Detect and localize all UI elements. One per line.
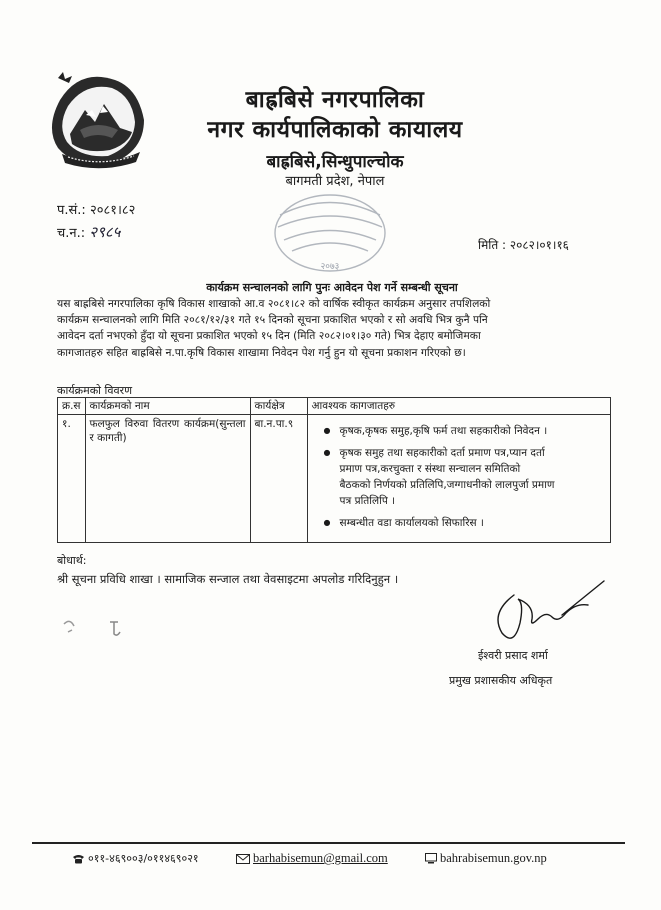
notice-line: यस बाह्रबिसे नगरपालिका कृषि विकास शाखाको आ.व २०८१।८२ को वार्षिक स्वीकृत कार्यक्रम अनुसार तपशिलको (57, 297, 491, 310)
notice-line: आवेदन दर्ता नभएको हुँदा यो सूचना प्रकाशित भएको १५ दिन (मिति २०८२।०१।३० गते) भित्र देहाए बमोजिमका (57, 329, 481, 343)
municipality-name: बाह्रबिसे नगरपालिका (245, 87, 425, 113)
header-program-name: कार्यक्रमको नाम (85, 398, 250, 415)
signatory-name: ईश्वरी प्रसाद शर्मा (478, 649, 548, 662)
fiscal-year-ref: प.सं.: २०८१।८२ (57, 203, 136, 218)
cc-recipient: श्री सूचना प्रविधि शाखा । सामाजिक सन्जाल तथा वेवसाइटमा अपलोड गरिदिनुहुन । (57, 572, 399, 586)
phone-icon (72, 854, 85, 864)
notice-line: कागजातहरु सहित बाह्रबिसे न.पा.कृषि विकास शाखामा निवेदन पेश गर्नु हुन यो सूचना प्रकाशन गरिएको छ। (57, 345, 466, 359)
stamp-year: २०७३ (320, 262, 340, 272)
dispatch-label: च.न.: (57, 226, 86, 241)
office-stamp (270, 185, 390, 273)
table-caption: कार्यक्रमको विवरण (57, 384, 133, 397)
dispatch-ref (57, 222, 120, 242)
website-link[interactable]: bahrabisemun.gov.np (440, 851, 547, 865)
phone-number: ०११-४६९००३/०११४६९०२१ (88, 852, 199, 865)
row-sn: १. (58, 415, 86, 543)
row-area: बा.न.पा.९ (250, 415, 307, 543)
dispatch-number: २९८५ (89, 223, 121, 241)
document-item: ● कृषक,कृषक समुह,कृषि फर्म तथा सहकारीको निवेदन । (322, 423, 601, 439)
notice-title: कार्यक्रम सन्चालनको लागि पुनः आवेदन पेश गर्ने सम्बन्धी सूचना (206, 281, 458, 294)
row-program-name: फलफुल विरुवा वितरण कार्यक्रम(सुन्तला र कागती) (85, 415, 250, 543)
footer-divider (32, 842, 625, 844)
table-header-row (58, 398, 611, 415)
province-name: बागमती प्रदेश, नेपाल (285, 174, 385, 189)
office-name: नगर कार्यपालिकाको कायालय (207, 117, 463, 143)
margin-scribble (62, 612, 142, 642)
nepal-emblem-icon (40, 70, 160, 170)
footer-website (425, 851, 547, 866)
document-item: ● सम्बन्धीत वडा कार्यालयको सिफारिस । (322, 515, 601, 531)
footer-phone (72, 851, 199, 866)
row-documents (307, 415, 611, 543)
footer-email (236, 851, 388, 866)
header-sn: क्र.स (58, 398, 86, 415)
envelope-icon (236, 854, 250, 864)
document-item: ● कृषक समुह तथा सहकारीको दर्ता प्रमाण पत्र,प्यान दर्ता प्रमाण पत्र,करचुक्ता र संस्था सन्चालन समितिको बैठकको निर्णयको प्रतिलिपि,जग्गाधनीको लालपुर्जा प्रमाण पत्र प्रतिलिपि । (322, 445, 601, 509)
table-row (58, 415, 611, 543)
signature (492, 575, 622, 650)
monitor-icon (425, 853, 437, 864)
header-area: कार्यक्षेत्र (250, 398, 307, 415)
email-link[interactable]: barhabisemun@gmail.com (253, 851, 388, 865)
signatory-title: प्रमुख प्रशासकीय अधिकृत (449, 674, 553, 687)
cc-label: बोधार्थ: (57, 554, 87, 567)
header-documents: आवश्यक कागजातहरु (307, 398, 611, 415)
program-table (57, 397, 611, 543)
notice-date: मिति : २०८२।०१।१६ (478, 238, 569, 252)
office-location: बाह्रबिसे,सिन्धुपाल्चोक (266, 152, 404, 172)
notice-line: कार्यक्रम सन्चालनको लागि मिति २०८१/१२/३१ गते १५ दिनको सूचना प्रकाशित भएको र सो अवधि भित्र कुनै पनि (57, 313, 488, 327)
notice-body (57, 296, 612, 361)
